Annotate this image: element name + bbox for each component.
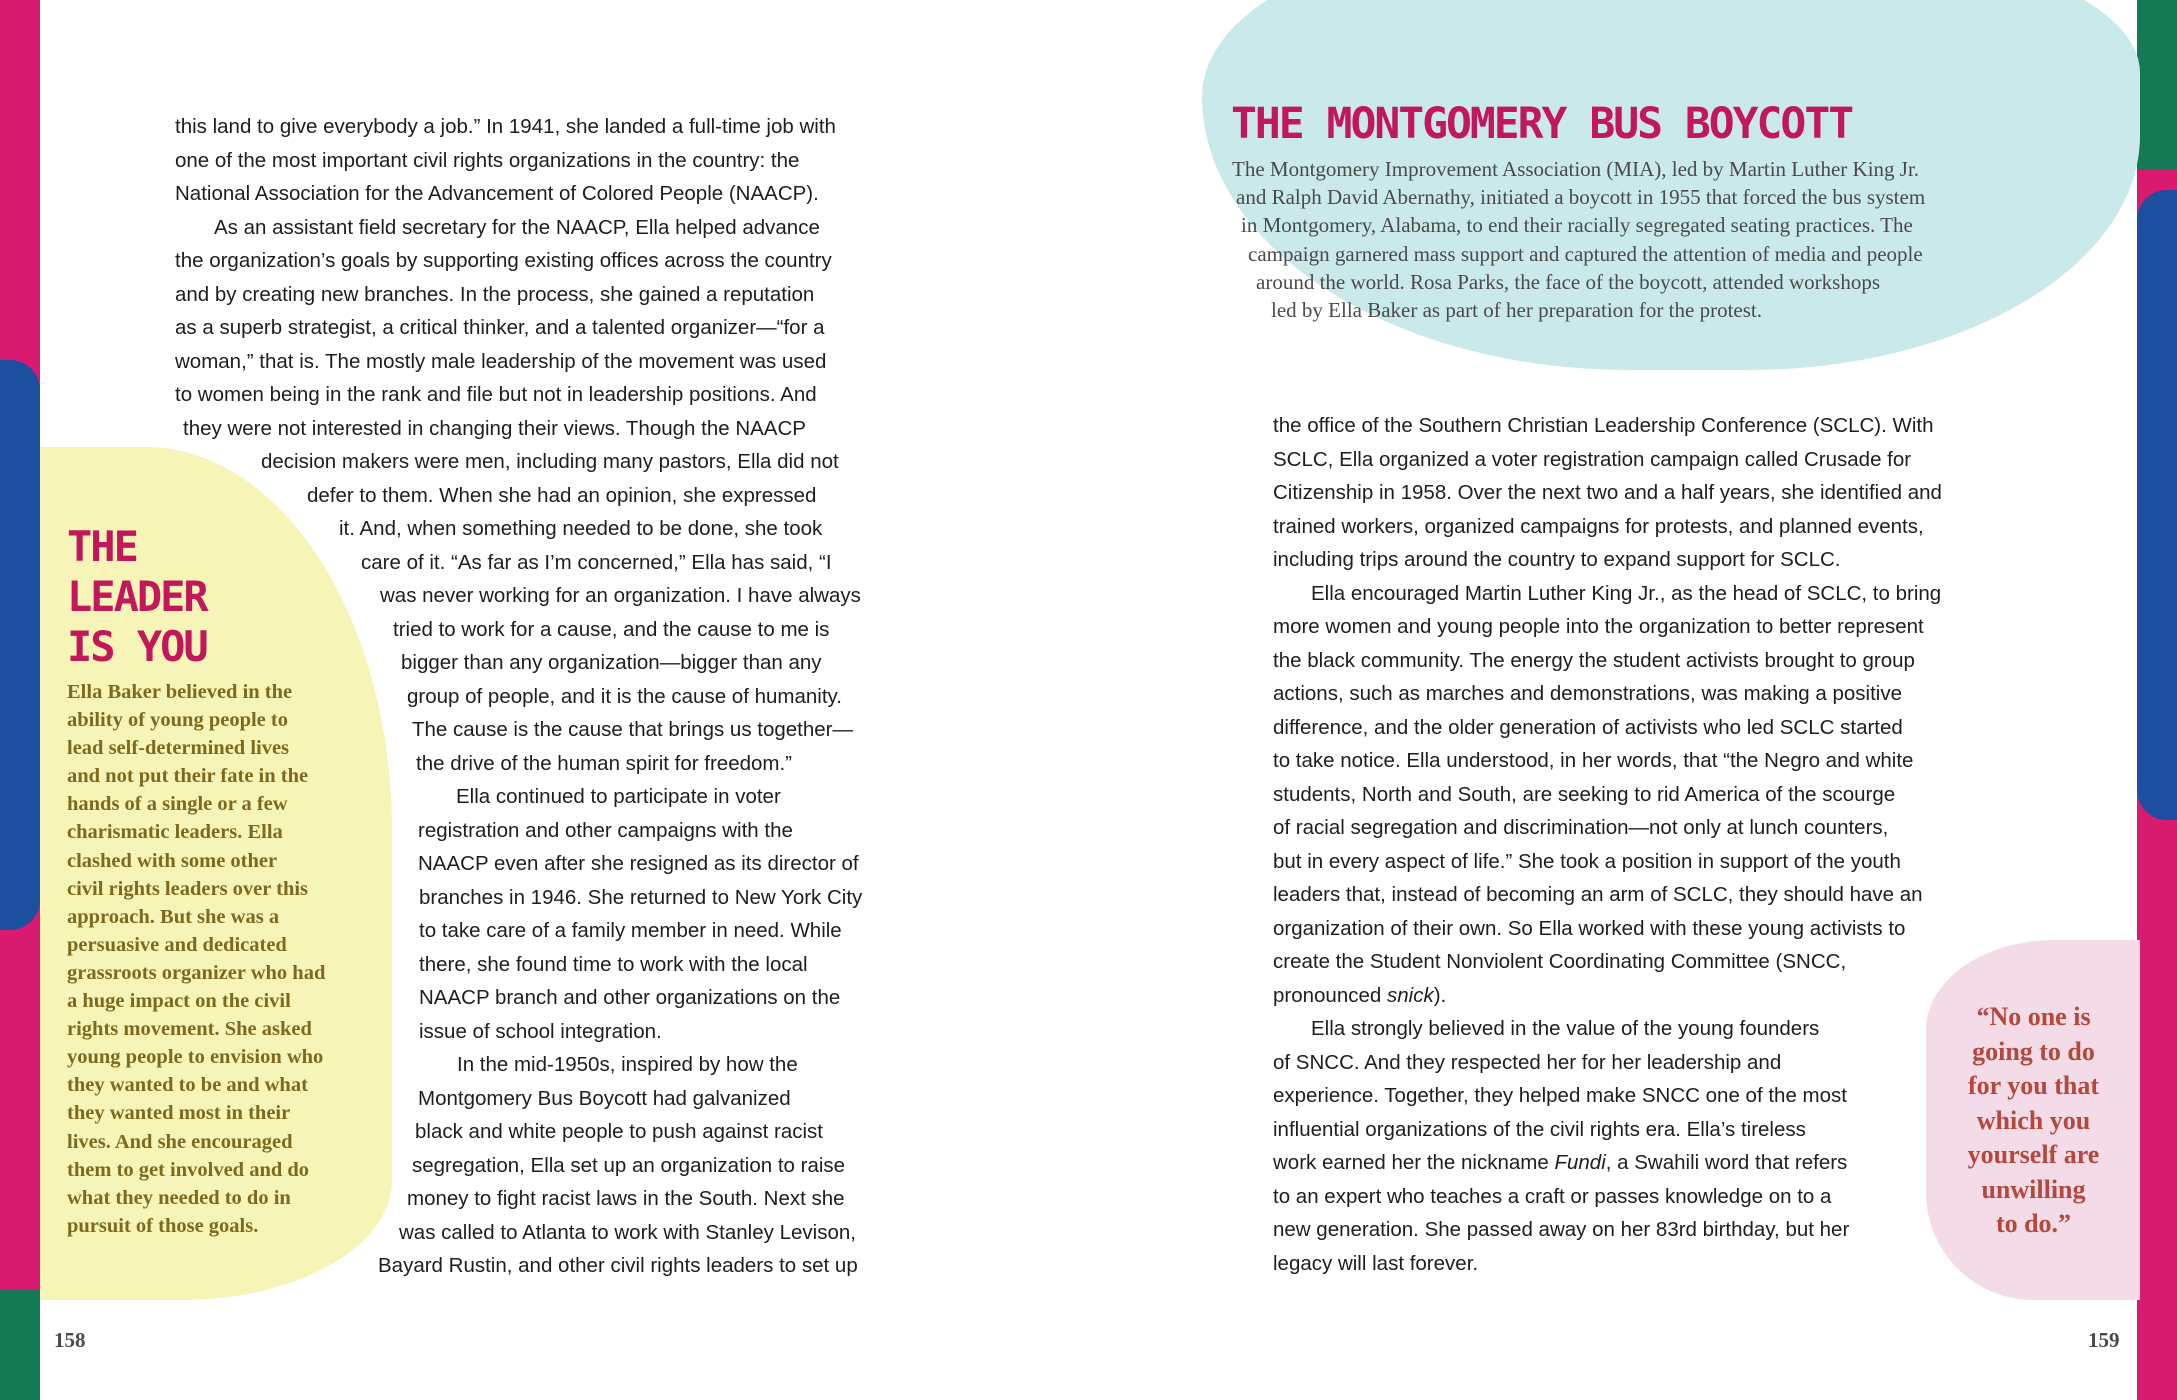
sidebar-line: clashed with some other <box>67 849 278 872</box>
body-line: Citizenship in 1958. Over the next two and a half years, she identified and <box>1273 481 1942 504</box>
italic-term: snick <box>1386 983 1434 1007</box>
boycott-line: led by Ella Baker as part of her preparation for the protest. <box>1271 298 1762 323</box>
sidebar-line: grassroots organizer who had <box>67 961 326 984</box>
sidebar-line: Ella Baker believed in the <box>67 681 293 703</box>
quote-line: yourself are <box>1967 1140 2100 1169</box>
body-line: but in every aspect of life.” She took a position in support of the youth <box>1273 849 1901 873</box>
page-number-right: 159 <box>2088 1328 2120 1352</box>
boycott-line: campaign garnered mass support and captured the attention of media and people <box>1248 241 1923 266</box>
body-line: tried to work for a cause, and the cause to me is <box>393 617 830 641</box>
body-line: Bayard Rustin, and other civil rights leaders to set up <box>378 1254 858 1277</box>
body-text: ). <box>1433 983 1447 1007</box>
sidebar-line: hands of a single or a few <box>67 793 288 816</box>
body-line: to take notice. Ella understood, in her words, that “the Negro and white <box>1273 749 1914 772</box>
quote-line: unwilling <box>1981 1174 2086 1204</box>
body-line: Ella continued to participate in voter <box>456 785 781 808</box>
body-line: segregation, Ella set up an organization to raise <box>412 1153 846 1177</box>
body-line: new generation. She passed away on her 83rd birthday, but her <box>1273 1218 1850 1241</box>
sidebar-line: pursuit of those goals. <box>67 1214 259 1237</box>
sidebar-line: lead self-determined lives <box>67 737 290 760</box>
body-line: the drive of the human spirit for freedom.” <box>416 751 793 775</box>
sidebar-line: civil rights leaders over this <box>67 877 309 900</box>
body-line: to an expert who teaches a craft or passes knowledge on to a <box>1273 1184 1832 1208</box>
quote-line: which you <box>1976 1105 2091 1135</box>
body-line: influential organizations of the civil rights era. Ella’s tireless <box>1273 1117 1806 1141</box>
sidebar-line: persuasive and dedicated <box>67 933 287 956</box>
sidebar-line: rights movement. She asked <box>67 1018 312 1041</box>
sidebar-line: and not put their fate in the <box>67 765 309 788</box>
body-line: Ella encouraged Martin Luther King Jr., as the head of SCLC, to bring <box>1311 581 1942 605</box>
body-line: NAACP even after she resigned as its director of <box>418 852 859 875</box>
body-text: work earned her the nickname <box>1273 1151 1555 1174</box>
body-line: leaders that, instead of becoming an arm of SCLC, they should have an <box>1273 883 1923 906</box>
sidebar-line: what they needed to do in <box>67 1186 291 1209</box>
body-line: the organization’s goals by supporting existing offices across the country <box>175 249 832 272</box>
body-line: issue of school integration. <box>419 1019 662 1043</box>
body-line: actions, such as marches and demonstrations, was making a positive <box>1273 682 1902 705</box>
body-line: of SNCC. And they respected her for her leadership and <box>1273 1050 1782 1074</box>
body-line: Ella strongly believed in the value of the young founders <box>1311 1017 1820 1040</box>
quote-line: going to do <box>1972 1036 2095 1066</box>
body-text: pronounced <box>1273 983 1387 1007</box>
body-line: including trips around the country to expand support for SCLC. <box>1273 548 1841 571</box>
edge-green-band <box>2137 0 2177 170</box>
body-line: registration and other campaigns with the <box>418 818 793 842</box>
body-line: National Association for the Advancement of Colored People (NAACP). <box>175 182 819 205</box>
body-line: NAACP branch and other organizations on the <box>419 986 841 1009</box>
sidebar-line: them to get involved and do <box>67 1158 310 1181</box>
body-line: SCLC, Ella organized a voter registration campaign called Crusade for <box>1273 447 1912 471</box>
edge-green-band <box>0 1290 40 1400</box>
body-line: In the mid-1950s, inspired by how the <box>457 1053 798 1076</box>
body-line: trained workers, organized campaigns for protests, and planned events, <box>1273 514 1924 538</box>
body-line: bigger than any organization—bigger than any <box>401 651 822 674</box>
body-line: legacy will last forever. <box>1273 1251 1479 1275</box>
body-line: decision makers were men, including many pastors, Ella did not <box>261 450 839 473</box>
body-line: there, she found time to work with the local <box>419 952 808 976</box>
boycott-title: THE MONTGOMERY BUS BOYCOTT <box>1231 99 1853 149</box>
sidebar-line: they wanted most in their <box>67 1102 291 1125</box>
boycott-line: in Montgomery, Alabama, to end their racially segregated seating practices. The <box>1241 213 1913 238</box>
edge-blue-band <box>2137 190 2177 820</box>
sidebar-line: young people to envision who <box>67 1046 324 1069</box>
right-edge-decoration <box>2137 0 2177 1400</box>
title-line: THE <box>67 522 137 571</box>
title-line: LEADER <box>67 572 207 621</box>
body-line: to take care of a family member in need. While <box>419 919 842 942</box>
title-line: IS YOU <box>67 622 207 671</box>
body-line: students, North and South, are seeking to rid America of the scourge <box>1273 782 1896 806</box>
quote-line: for you that <box>1968 1071 2099 1100</box>
italic-term: Fundi <box>1554 1151 1606 1174</box>
body-line: it. And, when something needed to be done, she took <box>339 517 823 540</box>
sidebar-line: charismatic leaders. Ella <box>67 821 283 844</box>
body-line: The cause is the cause that brings us together— <box>412 718 854 741</box>
boycott-line: and Ralph David Abernathy, initiated a boycott in 1955 that forced the bus system <box>1236 185 1926 210</box>
body-line: they were not interested in changing their views. Though the NAACP <box>183 416 806 440</box>
body-line: Montgomery Bus Boycott had galvanized <box>418 1086 791 1110</box>
quote-line: to do.” <box>1995 1209 2072 1238</box>
body-line: create the Student Nonviolent Coordinating Committee (SNCC, <box>1273 950 1847 973</box>
boycott-line: around the world. Rosa Parks, the face of the boycott, attended workshops <box>1256 269 1881 294</box>
boycott-line: The Montgomery Improvement Association (MIA), led by Martin Luther King Jr. <box>1232 157 1920 181</box>
sidebar-line: they wanted to be and what <box>67 1074 308 1097</box>
body-line: group of people, and it is the cause of humanity. <box>407 684 842 708</box>
boycott-text <box>1232 155 2052 324</box>
body-line: to women being in the rank and file but not in leadership positions. And <box>175 383 817 406</box>
body-line: was never working for an organization. I have always <box>380 584 861 607</box>
body-line: as a superb strategist, a critical thinker, and a talented organizer—“for a <box>175 316 825 339</box>
body-text: , a Swahili word that refers <box>1605 1151 1848 1174</box>
body-line: the office of the Southern Christian Leadership Conference (SCLC). With <box>1273 414 1934 437</box>
sidebar-line: approach. But she was a <box>67 905 280 928</box>
leader-sidebar-text <box>67 678 367 1240</box>
sidebar-line: a huge impact on the civil <box>67 990 291 1013</box>
body-line: money to fight racist laws in the South. Next she <box>407 1187 845 1210</box>
body-line: difference, and the older generation of activists who led SCLC started <box>1273 715 1903 739</box>
sidebar-line: ability of young people to <box>67 709 288 732</box>
body-line: more women and young people into the organization to better represent <box>1273 615 1924 638</box>
body-line: and by creating new branches. In the process, she gained a reputation <box>175 282 815 306</box>
leader-sidebar-title <box>67 522 207 672</box>
sidebar-line: lives. And she encouraged <box>67 1130 293 1153</box>
body-line <box>1273 979 1933 1013</box>
body-line: experience. Together, they helped make SNCC one of the most <box>1273 1084 1847 1107</box>
quote-line: “No one is <box>1976 1002 2091 1031</box>
right-page-body <box>1273 409 1942 1280</box>
body-line: branches in 1946. She returned to New York City <box>419 885 863 909</box>
body-line: one of the most important civil rights organizations in the country: the <box>175 148 800 172</box>
body-line <box>1273 1146 1933 1180</box>
body-line: this land to give everybody a job.” In 1941, she landed a full-time job with <box>175 115 836 138</box>
body-line: woman,” that is. The mostly male leadership of the movement was used <box>175 349 827 373</box>
pull-quote <box>1946 1000 2121 1242</box>
body-line: As an assistant field secretary for the NAACP, Ella helped advance <box>214 215 820 239</box>
body-line: care of it. “As far as I’m concerned,” Ella has said, “I <box>361 550 832 574</box>
body-line: black and white people to push against racist <box>415 1120 823 1143</box>
body-line: defer to them. When she had an opinion, she expressed <box>307 483 817 507</box>
page-number-left: 158 <box>54 1328 86 1352</box>
body-line: organization of their own. So Ella worked with these young activists to <box>1273 916 1906 940</box>
body-line: of racial segregation and discrimination—not only at lunch counters, <box>1273 816 1889 839</box>
body-line: was called to Atlanta to work with Stanley Levison, <box>399 1220 856 1244</box>
body-line: the black community. The energy the student activists brought to group <box>1273 648 1915 672</box>
